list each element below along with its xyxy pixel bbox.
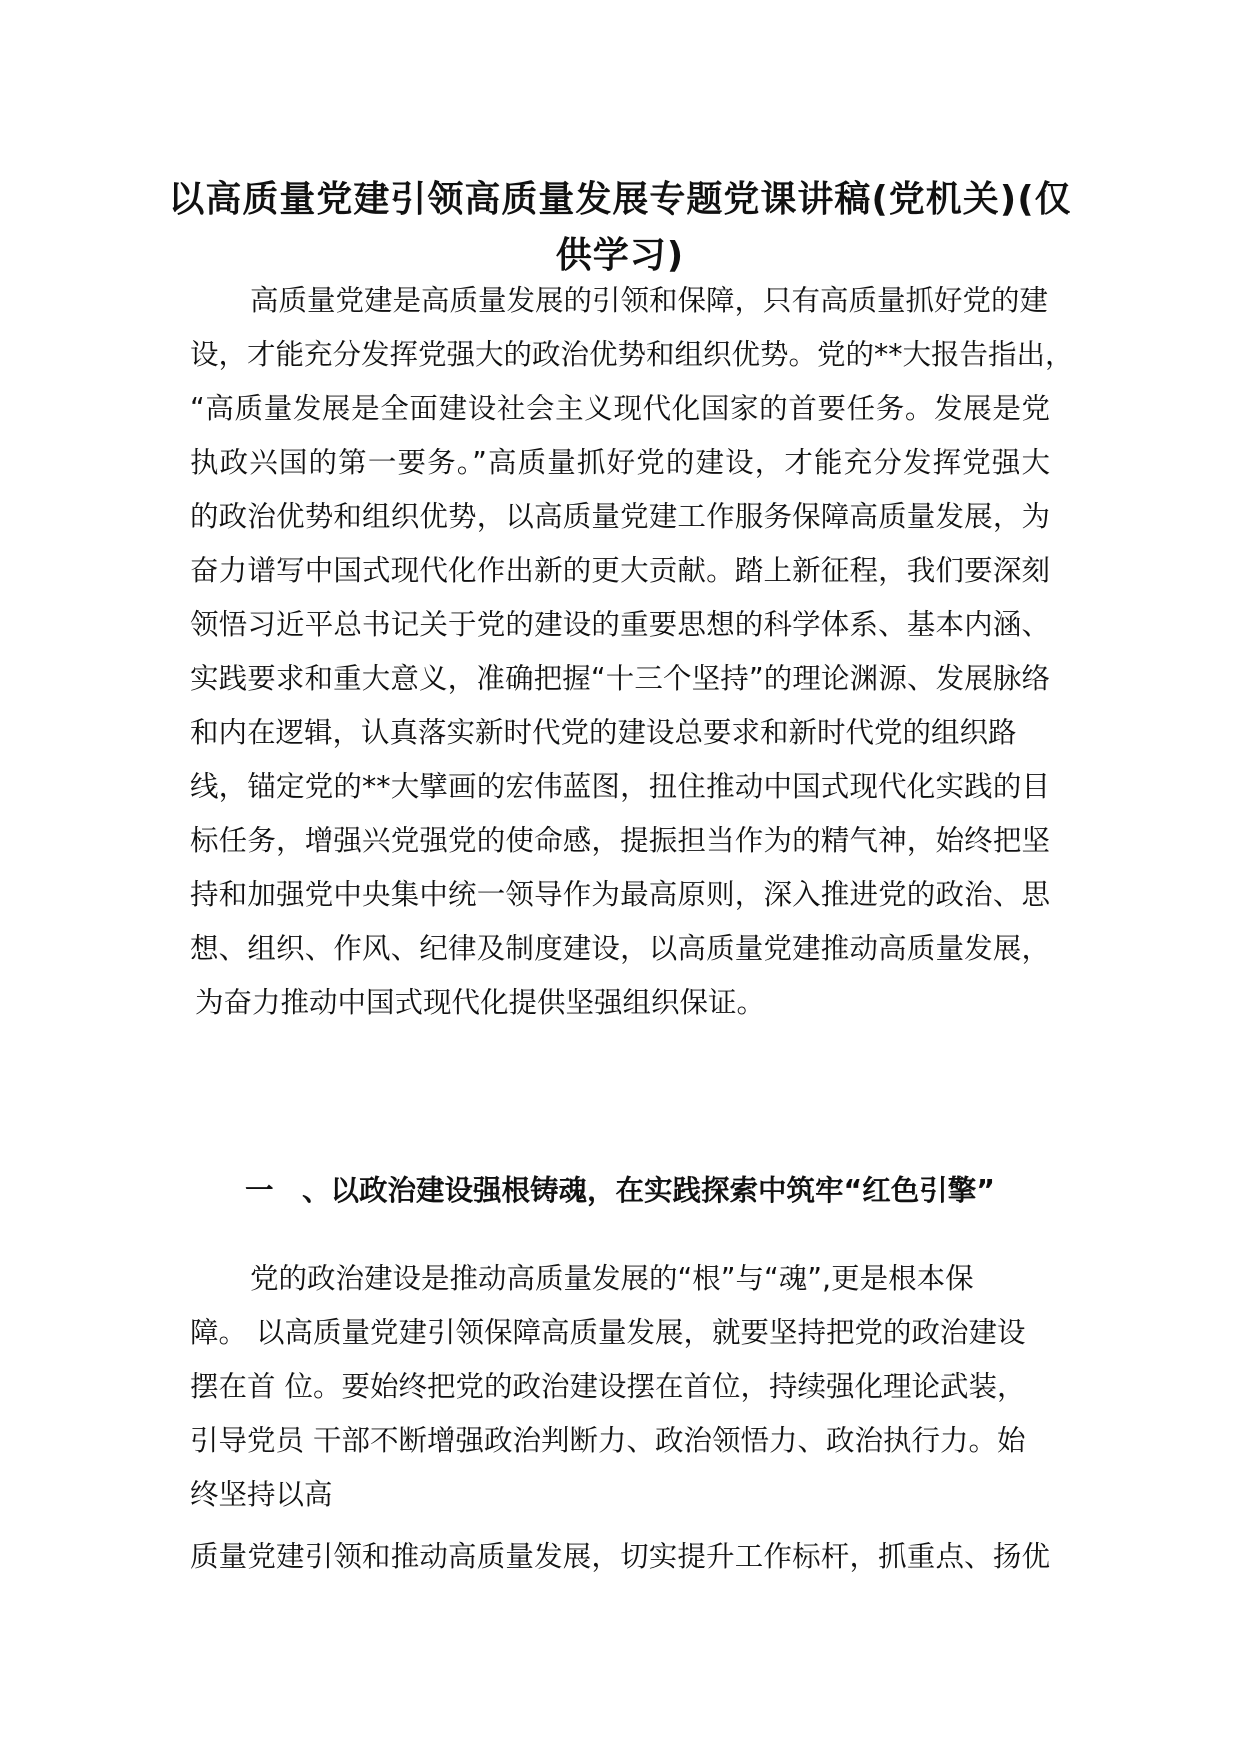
paragraph-line: 想、组织、作风、纪律及制度建设，以高质量党建推动高质量发展，	[190, 932, 1050, 965]
title-line-1: 以高质量党建引领高质量发展专题党课讲稿(党机关)(仅	[168, 179, 1072, 220]
paragraph-line: 终坚持以高	[190, 1478, 333, 1511]
paragraph-line: 为奋力推动中国式现代化提供坚强组织保证。	[195, 986, 766, 1019]
paragraph-line: 线，锚定党的**大擘画的宏伟蓝图，扭住推动中国式现代化实践的目	[190, 770, 1050, 803]
paragraph-line: 的政治优势和组织优势，以高质量党建工作服务保障高质量发展，为	[190, 500, 1050, 533]
paragraph-line: 奋力谱写中国式现代化作出新的更大贡献。踏上新征程，我们要深刻	[190, 554, 1050, 587]
paragraph-line: 设，才能充分发挥党强大的政治优势和组织优势。党的**大报告指出，	[190, 338, 1074, 371]
paragraph-line: “高质量发展是全面建设社会主义现代化国家的首要任务。发展是党	[190, 392, 1050, 425]
paragraph-line: 引导党员 干部不断增强政治判断力、政治领悟力、政治执行力。始	[190, 1424, 1026, 1457]
paragraph-line: 高质量党建是高质量发展的引领和保障，只有高质量抓好党的建	[250, 284, 1049, 317]
paragraph-line: 摆在首 位。要始终把党的政治建设摆在首位，持续强化理论武装，	[190, 1370, 1026, 1403]
paragraph-line: 持和加强党中央集中统一领导作为最高原则，深入推进党的政治、思	[190, 878, 1050, 911]
paragraph-line: 质量党建引领和推动高质量发展，切实提升工作标杆，抓重点、扬优	[190, 1540, 1050, 1573]
paragraph-line: 领悟习近平总书记关于党的建设的重要思想的科学体系、基本内涵、	[190, 608, 1050, 641]
paragraph-line: 党的政治建设是推动高质量发展的“根”与“魂”,更是根本保	[250, 1262, 974, 1295]
paragraph-line: 实践要求和重大意义，准确把握“十三个坚持”的理论渊源、发展脉络	[190, 662, 1050, 695]
paragraph-line: 和内在逻辑，认真落实新时代党的建设总要求和新时代党的组织路	[190, 716, 1017, 749]
document-title	[160, 172, 1080, 284]
paragraph-line: 障。 以高质量党建引领保障高质量发展，就要坚持把党的政治建设	[190, 1316, 1026, 1349]
paragraph-line: 标任务，增强兴党强党的使命感，提振担当作为的精气神，始终把坚	[190, 824, 1050, 857]
paragraph-line: 执政兴国的第一要务。”高质量抓好党的建设，才能充分发挥党强大	[190, 446, 1050, 479]
title-line-2: 供学习)	[555, 235, 685, 276]
section-heading: 一 、以政治建设强根铸魂，在实践探索中筑牢“红色引擎”	[245, 1174, 995, 1207]
